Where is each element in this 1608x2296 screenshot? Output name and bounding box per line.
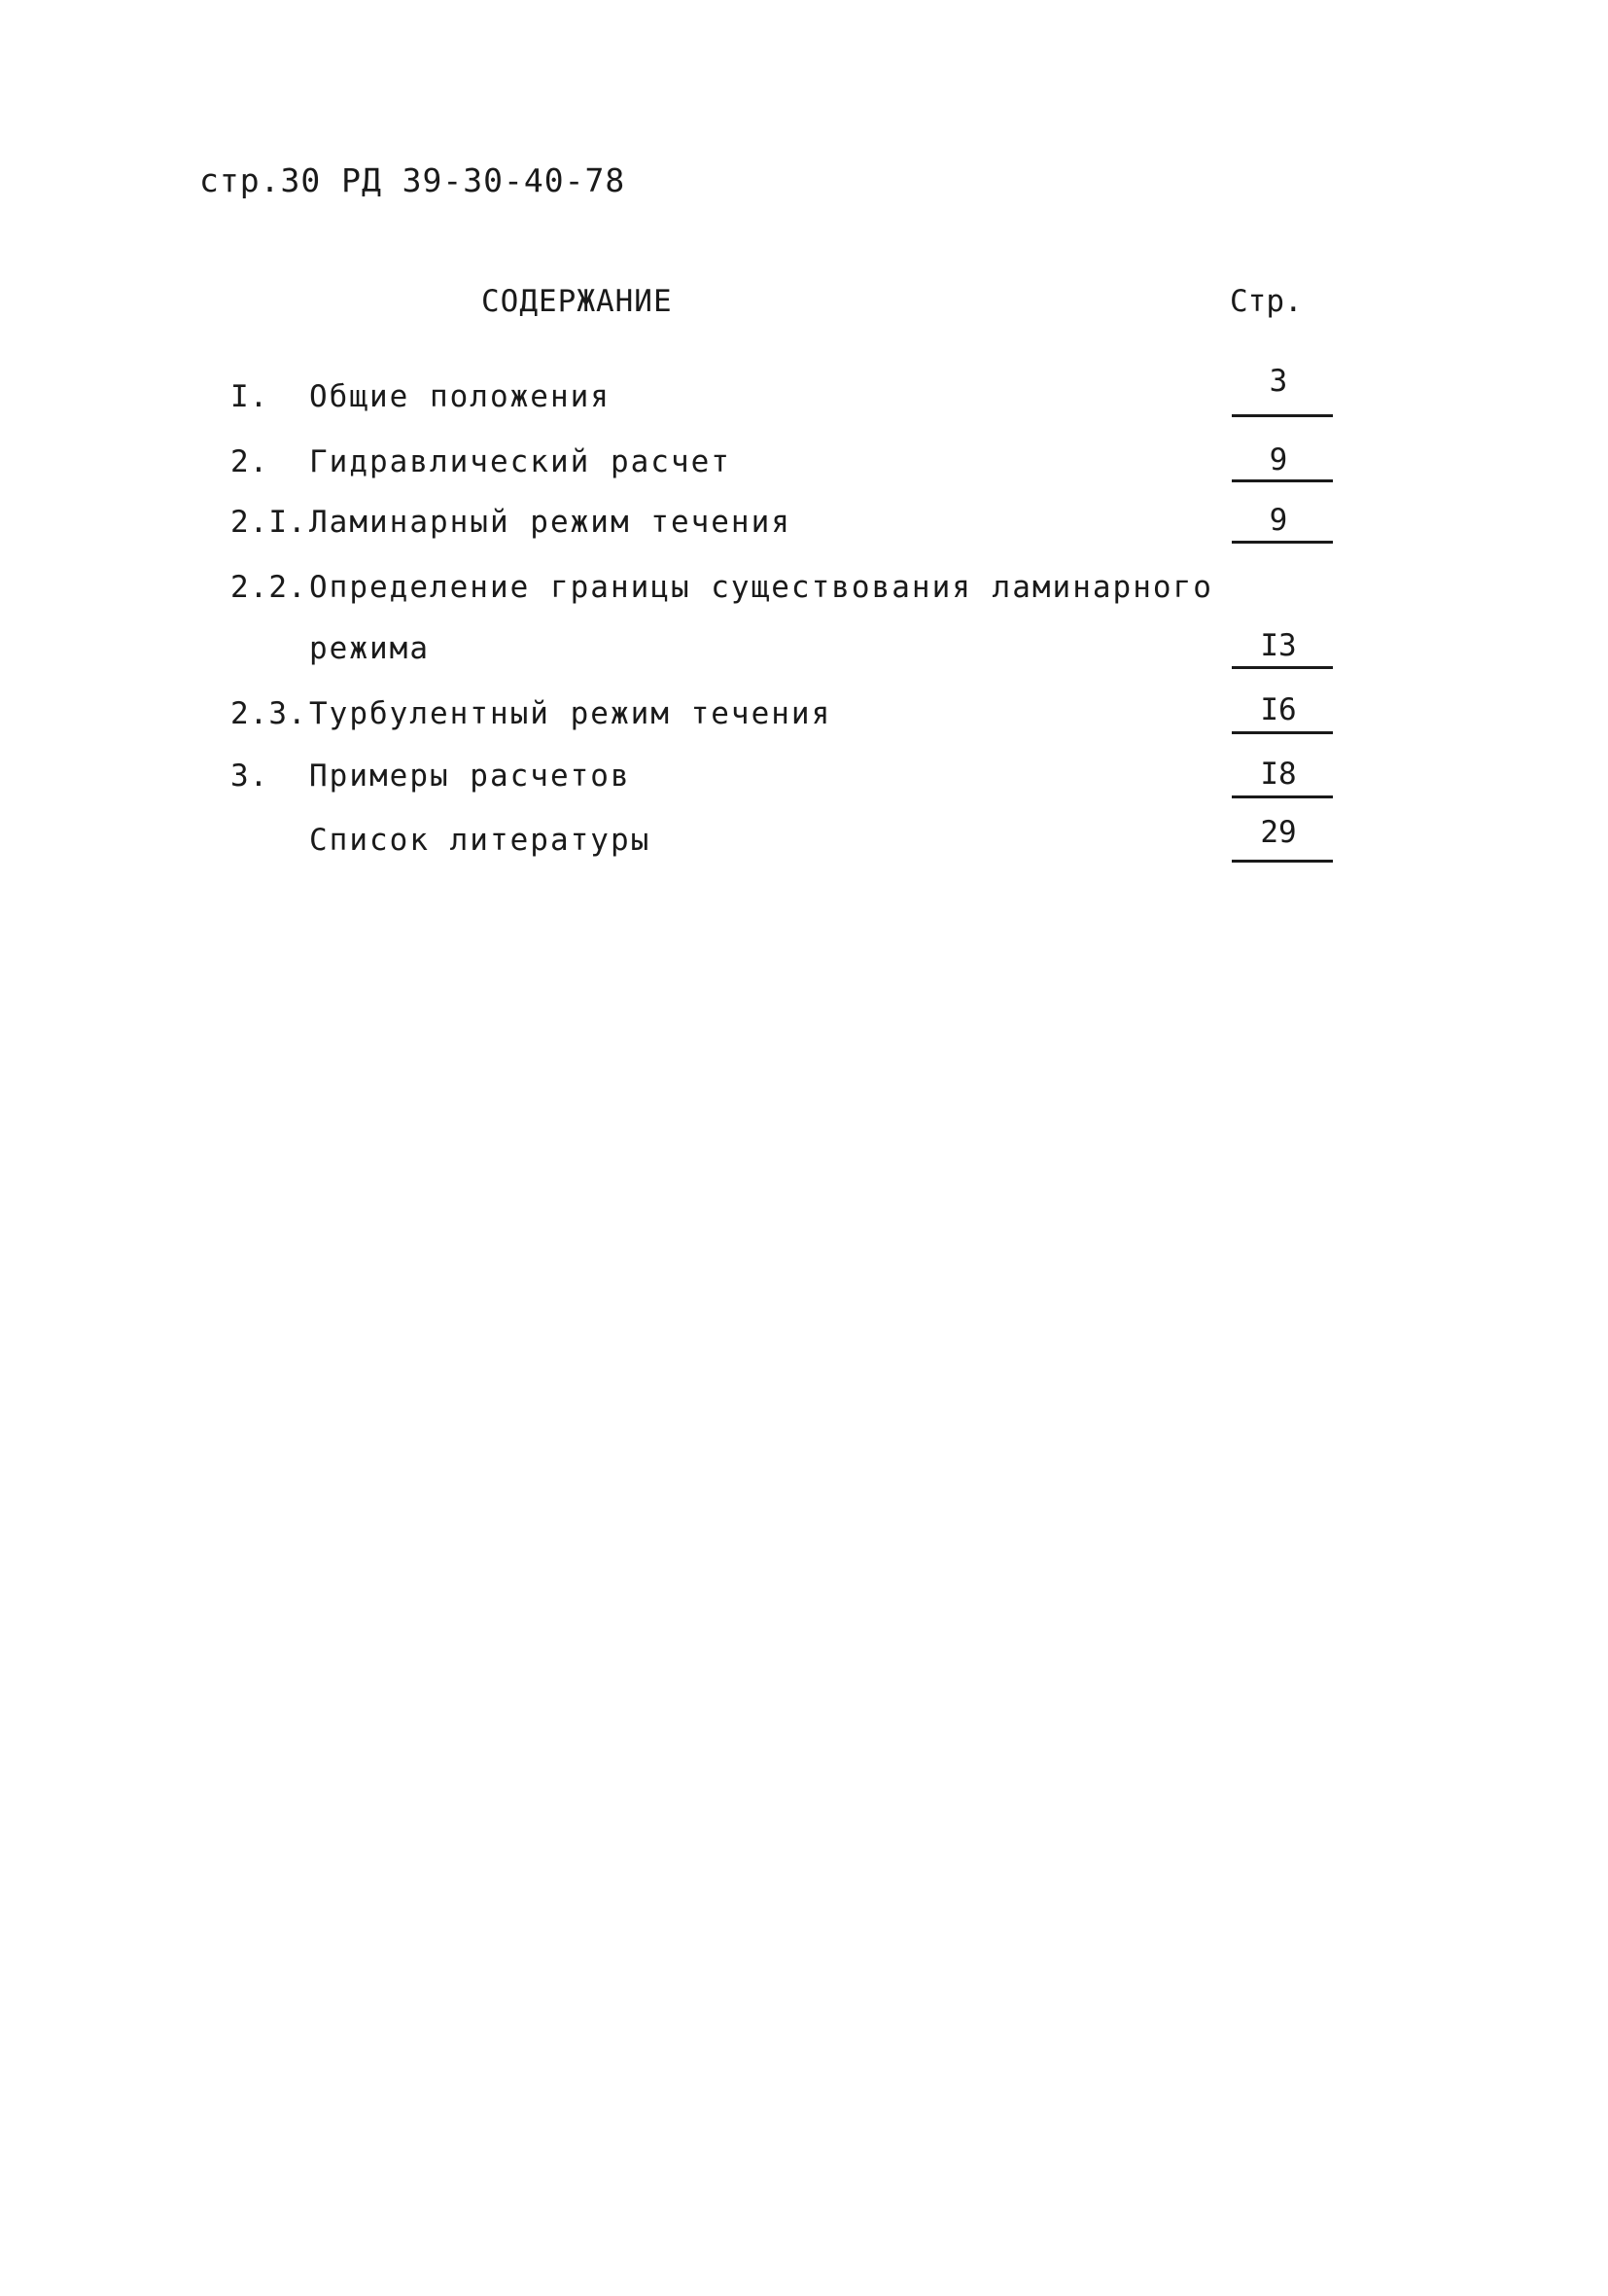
page-underline xyxy=(1232,860,1333,863)
toc-entry-page: 9 xyxy=(1269,503,1288,538)
toc-entry-page: I3 xyxy=(1260,628,1297,663)
page-header: стр.30 РД 39-30-40-78 xyxy=(199,161,626,199)
page-underline xyxy=(1232,795,1333,798)
toc-entry-title-continuation: режима xyxy=(309,631,430,666)
toc-entry-number: 2. xyxy=(230,444,269,479)
toc-entry-title: Ламинарный режим течения xyxy=(309,505,791,540)
toc-entry-number: I. xyxy=(230,379,269,414)
toc-entry-page: I6 xyxy=(1260,692,1297,727)
page-column-label: Стр. xyxy=(1230,284,1303,319)
page-underline xyxy=(1232,541,1333,544)
toc-entry-title: Гидравлический расчет xyxy=(309,444,731,479)
toc-entry-page: I8 xyxy=(1260,757,1297,792)
toc-entry-number: 2.3. xyxy=(230,696,307,731)
toc-entry-number: 2.2. xyxy=(230,570,307,605)
page-underline xyxy=(1232,479,1333,482)
toc-entry-title: Общие положения xyxy=(309,379,611,414)
page-underline xyxy=(1232,414,1333,417)
page-underline xyxy=(1232,666,1333,669)
toc-entry-page: 3 xyxy=(1269,364,1288,399)
toc-entry-page: 29 xyxy=(1260,815,1297,850)
toc-entry-number: 2.I. xyxy=(230,505,307,540)
toc-entry-title: Определение границы существования ламинарного xyxy=(309,570,1213,605)
toc-entry-title: Примеры расчетов xyxy=(309,759,631,794)
toc-title: СОДЕРЖАНИЕ xyxy=(481,284,673,319)
page-underline xyxy=(1232,731,1333,734)
toc-entry-number: 3. xyxy=(230,759,269,794)
toc-entry-page: 9 xyxy=(1269,442,1288,477)
toc-entry-title: Турбулентный режим течения xyxy=(309,696,832,731)
toc-entry-title: Список литературы xyxy=(309,823,651,858)
